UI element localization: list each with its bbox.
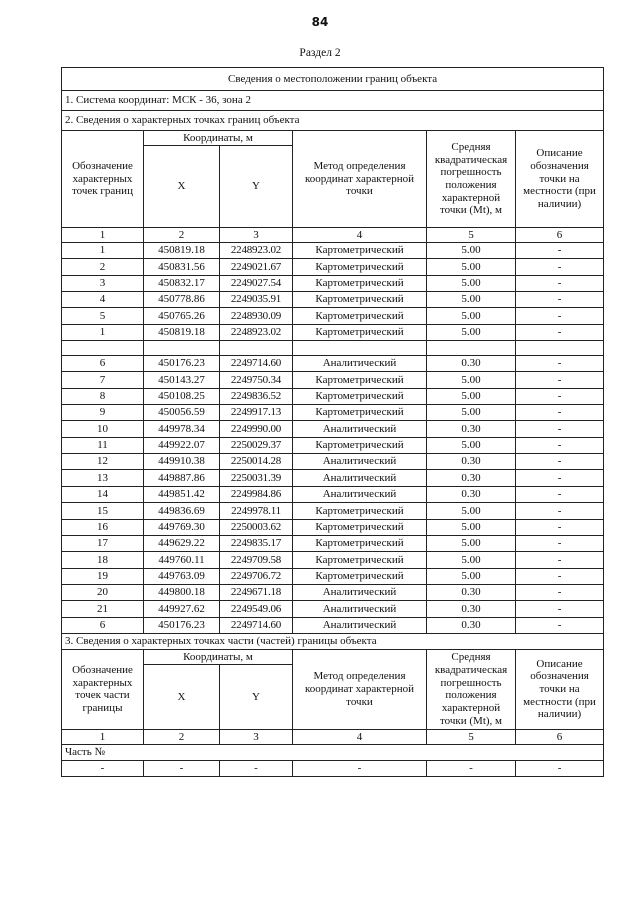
cell-point: 16 — [62, 519, 144, 535]
cell-desc: - — [516, 470, 604, 486]
cell-mt: 5.00 — [427, 292, 516, 308]
table-row — [62, 552, 604, 568]
cell-y: 2249984.86 — [220, 486, 293, 502]
cell-mt: 5.00 — [427, 519, 516, 535]
coord-system: 1. Система координат: МСК - 36, зона 2 — [62, 91, 604, 111]
cell-point: 1 — [62, 324, 144, 340]
cell-mt: 0.30 — [427, 601, 516, 617]
cell-y: 2249835.17 — [220, 535, 293, 551]
cell-x: 450176.23 — [144, 617, 220, 633]
cell-x: - — [144, 760, 220, 776]
cell-x: 450832.17 — [144, 275, 220, 291]
cell-method: Картометрический — [293, 259, 427, 275]
header-error: Средняя квадратическая погрешность положения характерной точки (Mt), м — [427, 649, 516, 729]
cell-y: 2250029.37 — [220, 437, 293, 453]
header-coords: Координаты, м — [144, 649, 293, 664]
cell-mt: 0.30 — [427, 421, 516, 437]
cell-y: 2248923.02 — [220, 324, 293, 340]
table-row — [62, 617, 604, 633]
cell-x: 449800.18 — [144, 584, 220, 600]
cell-method: Картометрический — [293, 552, 427, 568]
column-numbers-row — [62, 729, 604, 744]
table-row — [62, 454, 604, 470]
cell-y: 2249836.52 — [220, 388, 293, 404]
column-number: 5 — [427, 228, 516, 243]
cell-mt: 0.30 — [427, 584, 516, 600]
cell-method: Картометрический — [293, 308, 427, 324]
cell-desc: - — [516, 388, 604, 404]
header-y: Y — [220, 664, 293, 729]
table-row — [62, 421, 604, 437]
cell-point: 19 — [62, 568, 144, 584]
cell-y: 2249714.60 — [220, 356, 293, 372]
cell-x: 449922.07 — [144, 437, 220, 453]
cell-desc: - — [516, 486, 604, 502]
cell-y: 2249709.58 — [220, 552, 293, 568]
table-row — [62, 372, 604, 388]
section-label: Раздел 2 — [299, 47, 341, 59]
cell-mt: 5.00 — [427, 275, 516, 291]
cell-desc: - — [516, 308, 604, 324]
table-row — [62, 388, 604, 404]
cell-y: 2249978.11 — [220, 503, 293, 519]
cell-desc: - — [516, 292, 604, 308]
column-number: 3 — [220, 228, 293, 243]
cell-y: 2249917.13 — [220, 405, 293, 421]
cell-y: 2249035.91 — [220, 292, 293, 308]
cell-desc: - — [516, 617, 604, 633]
cell-point: 20 — [62, 584, 144, 600]
cell-x: 450056.59 — [144, 405, 220, 421]
column-number: 4 — [293, 228, 427, 243]
cell-mt: 0.30 — [427, 470, 516, 486]
column-number: 1 — [62, 729, 144, 744]
cell-point: 8 — [62, 388, 144, 404]
cell-point: 4 — [62, 292, 144, 308]
cell-mt: 5.00 — [427, 437, 516, 453]
boundary-table — [61, 67, 604, 777]
cell-x: 450819.18 — [144, 324, 220, 340]
cell-desc: - — [516, 259, 604, 275]
cell-x: 450778.86 — [144, 292, 220, 308]
cell-method: - — [293, 760, 427, 776]
table-row — [62, 601, 604, 617]
cell-mt: 5.00 — [427, 372, 516, 388]
cell-method: Картометрический — [293, 292, 427, 308]
cell-method: Аналитический — [293, 486, 427, 502]
cell-x: 449927.62 — [144, 601, 220, 617]
table-row — [62, 760, 604, 776]
cell-desc: - — [516, 275, 604, 291]
cell-point: 13 — [62, 470, 144, 486]
table-row — [62, 356, 604, 372]
cell-desc: - — [516, 405, 604, 421]
cell-x: 450108.25 — [144, 388, 220, 404]
cell-y: 2249671.18 — [220, 584, 293, 600]
cell-point: 18 — [62, 552, 144, 568]
cell-x: 450176.23 — [144, 356, 220, 372]
table-row — [62, 503, 604, 519]
cell-desc: - — [516, 437, 604, 453]
cell-x: 449836.69 — [144, 503, 220, 519]
cell-point: 5 — [62, 308, 144, 324]
page-number: 84 — [311, 15, 329, 29]
cell-method: Картометрический — [293, 437, 427, 453]
cell-y: 2250014.28 — [220, 454, 293, 470]
cell-x: 450831.56 — [144, 259, 220, 275]
cell-mt: 5.00 — [427, 243, 516, 259]
cell-mt: 0.30 — [427, 454, 516, 470]
cell-desc: - — [516, 324, 604, 340]
cell-desc: - — [516, 519, 604, 535]
cell-point: - — [62, 760, 144, 776]
cell-point: 11 — [62, 437, 144, 453]
cell-mt: 5.00 — [427, 259, 516, 275]
section3-title: 3. Сведения о характерных точках части (частей) границы объекта — [62, 633, 604, 649]
table-title: Сведения о местоположении границ объекта — [62, 68, 604, 91]
cell-y: 2249714.60 — [220, 617, 293, 633]
table-row — [62, 243, 604, 259]
cell-x: 450143.27 — [144, 372, 220, 388]
cell-point: 10 — [62, 421, 144, 437]
cell-mt: 0.30 — [427, 617, 516, 633]
cell-y: 2249021.67 — [220, 259, 293, 275]
header-desc: Описание обозначения точки на местности (при наличии) — [516, 649, 604, 729]
cell-desc: - — [516, 503, 604, 519]
header-x: X — [144, 664, 220, 729]
column-number: 6 — [516, 729, 604, 744]
column-number: 4 — [293, 729, 427, 744]
table-row — [62, 292, 604, 308]
cell-x: 449910.38 — [144, 454, 220, 470]
cell-method: Картометрический — [293, 275, 427, 291]
cell-method: Аналитический — [293, 421, 427, 437]
cell-method: Картометрический — [293, 405, 427, 421]
column-number: 5 — [427, 729, 516, 744]
table-row — [62, 486, 604, 502]
cell-point: 6 — [62, 617, 144, 633]
table-row — [62, 275, 604, 291]
cell-point: 17 — [62, 535, 144, 551]
cell-x: 449763.09 — [144, 568, 220, 584]
cell-method: Картометрический — [293, 388, 427, 404]
cell-desc: - — [516, 568, 604, 584]
cell-method: Аналитический — [293, 470, 427, 486]
header-y: Y — [220, 146, 293, 228]
cell-y: 2248923.02 — [220, 243, 293, 259]
cell-method: Аналитический — [293, 617, 427, 633]
cell-mt: 5.00 — [427, 308, 516, 324]
cell-y: 2250003.62 — [220, 519, 293, 535]
cell-desc: - — [516, 760, 604, 776]
cell-method: Картометрический — [293, 324, 427, 340]
cell-point: 2 — [62, 259, 144, 275]
column-numbers-row — [62, 228, 604, 243]
cell-mt: 5.00 — [427, 503, 516, 519]
part-label: Часть № — [62, 744, 604, 760]
section2-title: 2. Сведения о характерных точках границ объекта — [62, 111, 604, 131]
table-row — [62, 405, 604, 421]
cell-mt: 5.00 — [427, 552, 516, 568]
cell-desc: - — [516, 243, 604, 259]
cell-method: Картометрический — [293, 372, 427, 388]
header-error: Средняя квадратическая погрешность положения характерной точки (Mt), м — [427, 131, 516, 228]
cell-y: 2250031.39 — [220, 470, 293, 486]
cell-mt: 5.00 — [427, 388, 516, 404]
cell-point: 21 — [62, 601, 144, 617]
table-row — [62, 535, 604, 551]
cell-y: - — [220, 760, 293, 776]
cell-desc: - — [516, 421, 604, 437]
cell-x: 449769.30 — [144, 519, 220, 535]
cell-desc: - — [516, 552, 604, 568]
table-row — [62, 437, 604, 453]
header-desc: Описание обозначения точки на местности (при наличии) — [516, 131, 604, 228]
cell-point: 7 — [62, 372, 144, 388]
cell-method: Картометрический — [293, 519, 427, 535]
cell-mt: 5.00 — [427, 535, 516, 551]
table-row — [62, 324, 604, 340]
cell-x: 449887.86 — [144, 470, 220, 486]
cell-method: Картометрический — [293, 243, 427, 259]
cell-point: 12 — [62, 454, 144, 470]
cell-x: 449760.11 — [144, 552, 220, 568]
cell-y: 2249027.54 — [220, 275, 293, 291]
cell-point: 9 — [62, 405, 144, 421]
cell-mt: - — [427, 760, 516, 776]
cell-method: Аналитический — [293, 584, 427, 600]
cell-point: 6 — [62, 356, 144, 372]
cell-desc: - — [516, 535, 604, 551]
cell-desc: - — [516, 454, 604, 470]
cell-method: Картометрический — [293, 535, 427, 551]
cell-point: 15 — [62, 503, 144, 519]
cell-y: 2249990.00 — [220, 421, 293, 437]
cell-method: Картометрический — [293, 503, 427, 519]
header-point: Обозначение характерных точек части границы — [62, 649, 144, 729]
cell-x: 450765.26 — [144, 308, 220, 324]
column-number: 2 — [144, 729, 220, 744]
cell-mt: 0.30 — [427, 356, 516, 372]
cell-point: 1 — [62, 243, 144, 259]
table-row — [62, 519, 604, 535]
header-coords: Координаты, м — [144, 131, 293, 146]
table-row — [62, 470, 604, 486]
column-number: 3 — [220, 729, 293, 744]
cell-mt: 5.00 — [427, 324, 516, 340]
header-method: Метод определения координат характерной точки — [293, 131, 427, 228]
cell-desc: - — [516, 584, 604, 600]
table-row — [62, 568, 604, 584]
cell-x: 449851.42 — [144, 486, 220, 502]
cell-desc: - — [516, 372, 604, 388]
cell-y: 2249549.06 — [220, 601, 293, 617]
column-number: 1 — [62, 228, 144, 243]
column-number: 6 — [516, 228, 604, 243]
table-row — [62, 584, 604, 600]
header-method: Метод определения координат характерной точки — [293, 649, 427, 729]
header-point: Обозначение характерных точек границ — [62, 131, 144, 228]
cell-y: 2248930.09 — [220, 308, 293, 324]
cell-method: Аналитический — [293, 454, 427, 470]
cell-desc: - — [516, 356, 604, 372]
cell-point: 14 — [62, 486, 144, 502]
header-x: X — [144, 146, 220, 228]
cell-mt: 5.00 — [427, 568, 516, 584]
cell-point: 3 — [62, 275, 144, 291]
cell-x: 449978.34 — [144, 421, 220, 437]
cell-x: 450819.18 — [144, 243, 220, 259]
cell-method: Картометрический — [293, 568, 427, 584]
cell-mt: 5.00 — [427, 405, 516, 421]
table-row — [62, 259, 604, 275]
cell-mt: 0.30 — [427, 486, 516, 502]
cell-desc: - — [516, 601, 604, 617]
cell-y: 2249750.34 — [220, 372, 293, 388]
table-row — [62, 308, 604, 324]
column-number: 2 — [144, 228, 220, 243]
cell-x: 449629.22 — [144, 535, 220, 551]
cell-method: Аналитический — [293, 356, 427, 372]
spacer-row — [62, 341, 604, 356]
cell-method: Аналитический — [293, 601, 427, 617]
cell-y: 2249706.72 — [220, 568, 293, 584]
